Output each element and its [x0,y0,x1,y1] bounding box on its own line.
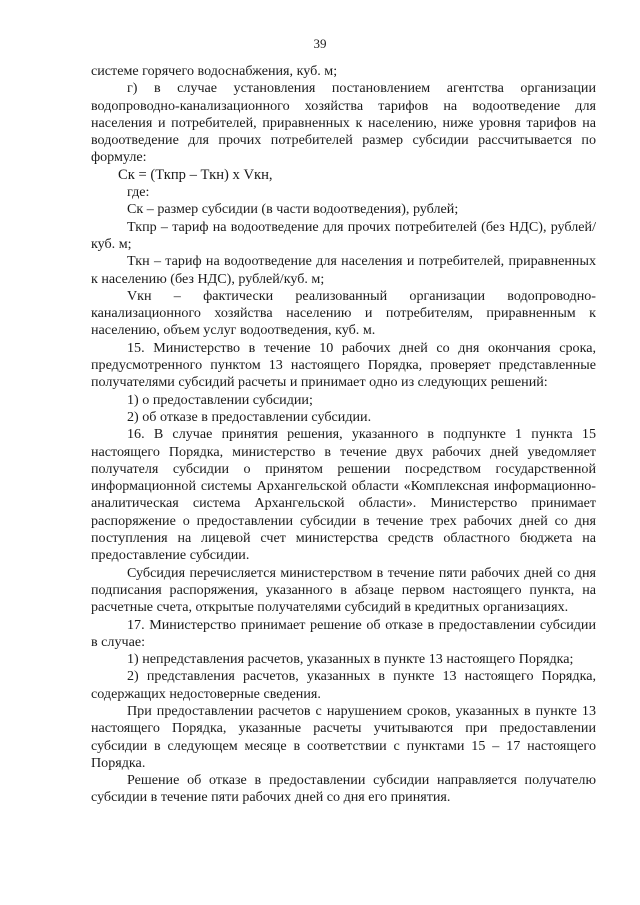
definition-tkn: Ткн – тариф на водоотведение для населения и потребителей, приравненных к населению (без НДС), рублей/куб. м; [91,253,596,287]
paragraph-hot-water-tail: системе горячего водоснабжения, куб. м; [91,63,338,79]
paragraph-item-16-transfer: Субсидия перечисляется министерством в течение пяти рабочих дней со дня подписания распоряжения, указанного в абзаце первом настоящего пункта, на расчетные счета, открытые получателями субсидий в кредитных организациях. [91,564,596,616]
list-item-17-1: 1) непредставления расчетов, указанных в пункте 13 настоящего Порядка; [127,651,574,668]
list-item-17-2: 2) представления расчетов, указанных в пункте 13 настоящего Порядка, содержащих недостоверные сведения. [91,668,596,702]
paragraph-where: где: [127,184,150,201]
paragraph-item-16: 16. В случае принятия решения, указанного в подпункте 1 пункта 15 настоящего Порядка, министерство в течение двух рабочих дней уведомляет получателя субсидии о принятом решении посредством государственной информационной системы Архангельской области «Комплексная информационно-аналитическая система Архангельской области». Министерство принимает распоряжение о предоставлении субсидии в течение трех рабочих дней со дня поступления на лицевой счет министерства средств областного бюджета на предоставление субсидии. [91,426,596,564]
paragraph-item-15: 15. Министерство в течение 10 рабочих дней со дня окончания срока, предусмотренного пунктом 13 настоящего Порядка, проверяет представленные получателями субсидий расчеты и принимает одно из следующих решений: [91,339,596,391]
paragraph-late-submission: При предоставлении расчетов с нарушением сроков, указанных в пункте 13 настоящего Порядка, указанные расчеты учитываются при предоставлении субсидии в следующем месяце в соответствии с пунктами 15 – 17 настоящего Порядка. [91,702,596,771]
list-item-15-1: 1) о предоставлении субсидии; [127,391,313,408]
paragraph-clause-g: г) в случае установления постановлением агентства организации водопроводно-канализационного хозяйства тарифов на водоотведение для населения и потребителей, приравненных к населению, ниже уровня тарифов на водоотведение для прочих потребителей размер субсидии рассчитывается по формуле: [91,80,596,166]
definition-sk: Ск – размер субсидии (в части водоотведения), рублей; [127,201,459,218]
page-number: 39 [313,36,327,51]
definition-tkpr: Ткпр – тариф на водоотведение для прочих потребителей (без НДС), рублей/куб. м; [91,218,596,252]
list-item-15-2: 2) об отказе в предоставлении субсидии. [127,408,372,425]
paragraph-refusal-notice: Решение об отказе в предоставлении субсидии направляется получателю субсидии в течение пяти рабочих дней со дня его принятия. [91,772,596,806]
document-body [91,63,596,807]
paragraph-item-17: 17. Министерство принимает решение об отказе в предоставлении субсидии в случае: [91,616,596,650]
formula-subsidy: Ск = (Ткпр – Ткн) х Vкн, [118,166,273,183]
definition-vkn: Vкн – фактически реализованный организации водопроводно-канализационного хозяйства населению и потребителям, приравненным к населению, объем услуг водоотведения, куб. м. [91,287,596,339]
